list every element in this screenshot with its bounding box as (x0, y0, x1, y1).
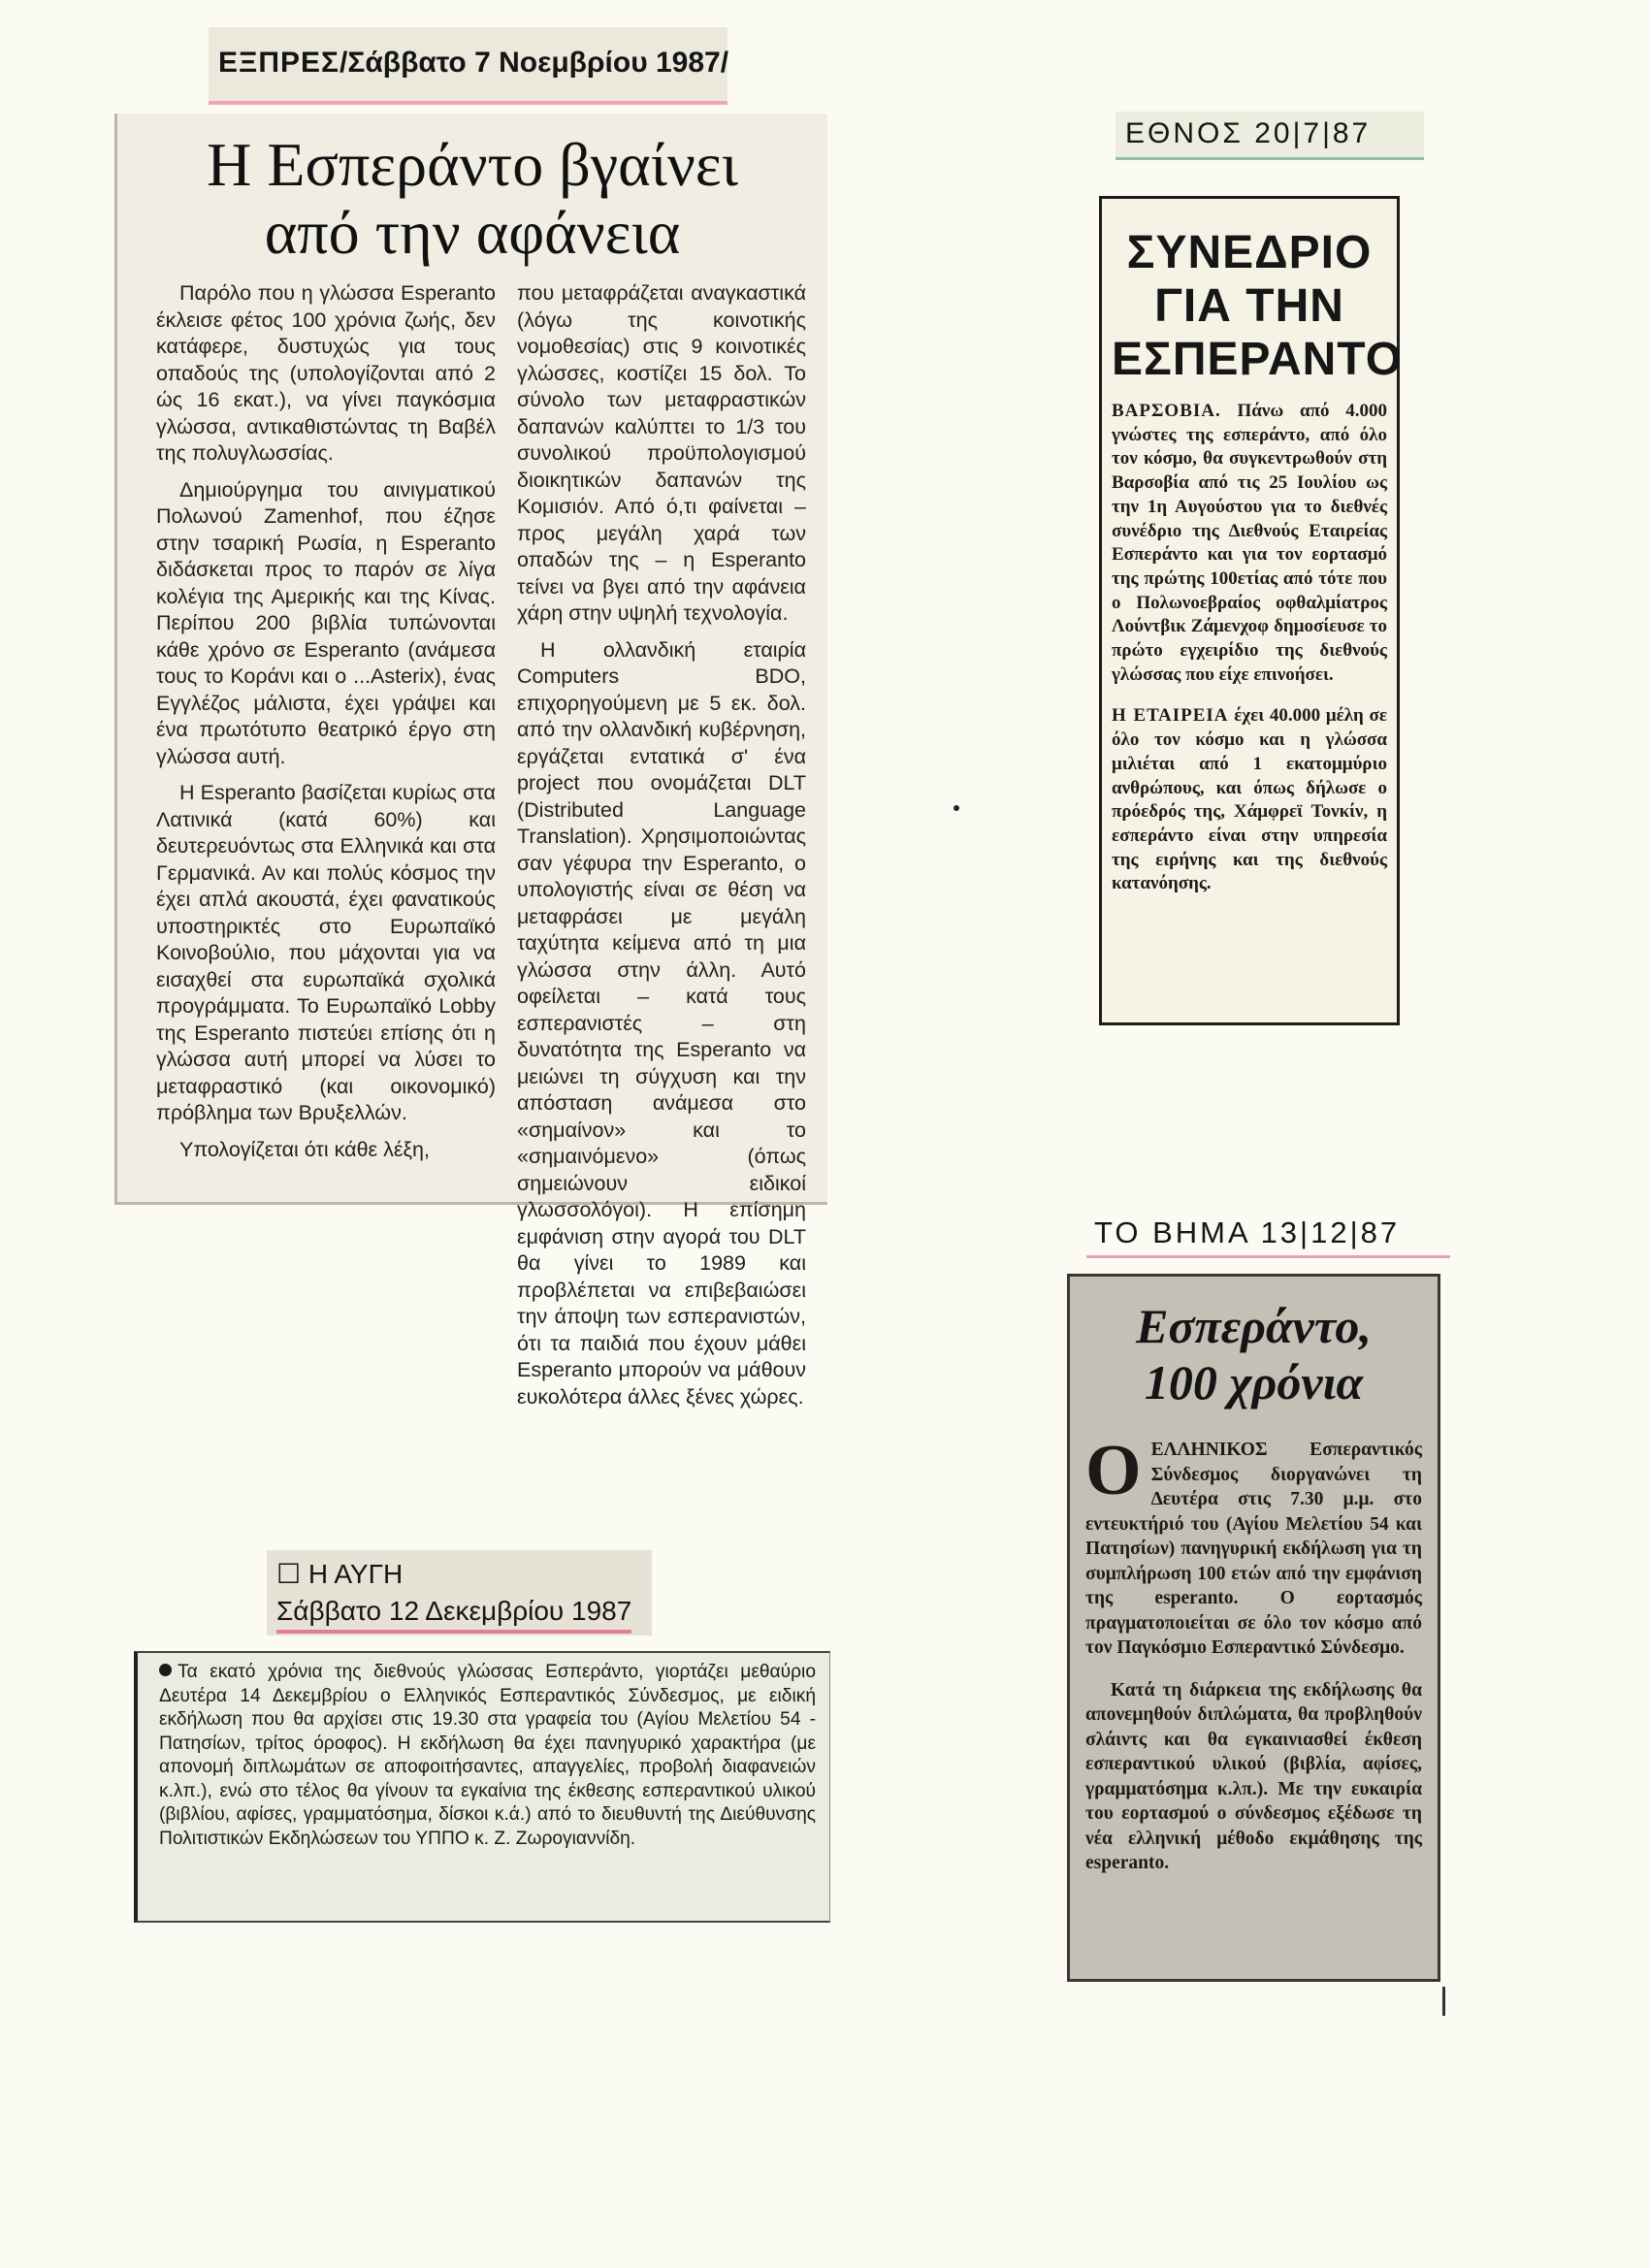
avgi-date: Σάββατο 12 Δεκεμβρίου 1987 (276, 1593, 631, 1634)
vima-paragraph: Κατά τη διάρκεια της εκδήλωσης θα απονεμηθούν διπλώματα, θα προβληθούν σλάιντς και θα εγκαινιασθεί έκθεση εσπεραντικού υλικού (βιβλία, αφίσες, γραμματόσημα κ.λπ.). Με την ευκαιρία του εορτασμού ο σύνδεσμος εξέδωσε τη νέα ελληνική μέθοδο εκμάθησης της esperanto. (1085, 1679, 1422, 1873)
express-paragraph: Δημιούργημα του αινιγματικού Πολωνού Zamenhof, που έζησε στην τσαρική Ρωσία, η Esperanto διδάσκεται προς το παρόν σε λίγα κολέγια της Αμερικής και της Κίνας. Περίπου 200 βιβλία τυπώνονται κάθε χρόνο σε Esperanto (ανάμεσα τους το Κοράνι και ο ...Asterix), ένας Εγγλέζος μάλιστα, έχει γράψει και ένα πρωτότυπο θεατρικό έργο στη γλώσσα αυτή. (156, 477, 496, 768)
ethnos-text: έχει 40.000 μέλη σε όλο τον κόσμο και η γλώσσα μιλιέται από 1 εκατομμύριο ανθρώπους, και όπως δήλωσε ο πρόεδρός της, Χάμφρεϊ Τονκίν, η εσπεράντο είναι στην υπηρεσία της ειρήνης και της διεθνούς κατανόησης. (1112, 705, 1387, 894)
express-headline-line2: από την αφάνεια (264, 198, 681, 267)
vima-headline (1085, 1298, 1422, 1410)
ink-dot (954, 805, 959, 811)
express-columns (117, 280, 827, 1420)
avgi-text: Τα εκατό χρόνια της διεθνούς γλώσσας Εσπεράντο, γιορτάζει μεθαύριο Δευτέρα 14 Δεκεμβρίου ο Ελληνικός Εσπεραντικός Σύνδεσμος, με ειδική εκδήλωση που θα αρχίσει στις 19.30 στα γραφεία του (Αγίου Μελετίου 54 - Πατησίων, τρίτος όροφος). Η εκδήλωση θα έχει πανηγυρικό χαρακτήρα (με απονομή διπλωμάτων σε αποφοιτήσαντες, απαγγελίες, προβολή διαφανειών κ.λπ.), ενώ στο τέλος θα γίνουν τα εγκαίνια της έκθεσης εσπεραντικού υλικού (βιβλίου, αφίσες, γραμματόσημα, δίσκοι κ.ά.) από το διευθυντή της Διεύθυνσης Πολιτιστικών Εκδηλώσεων του ΥΠΠΟ κ. Ζ. Ζωρογιαννίδη. (159, 1662, 816, 1849)
vima-text: ΕΛΛΗΝΙΚΟΣ Εσπεραντικός Σύνδεσμος διοργανώνει τη Δευτέρα στις 7.30 μ.μ. στο εντευκτήριό του (Αγίου Μελετίου 54 και Πατησίων) πανηγυρική εκδήλωση για τη συμπλήρωση 100 ετών από την εμφάνιση της esperanto. Ο εορτασμός πραγματοποιείται σε όλο τον κόσμο από τον Παγκόσμιο Εσπεραντικό Σύνδεσμο. (1085, 1440, 1422, 1658)
vima-headline-line1: Εσπεράντο, (1136, 1299, 1372, 1353)
express-paragraph: Η ολλανδική εταιρία Computers BDO, επιχορηγούμενη με 5 εκ. δολ. από την ολλανδική κυβέρνηση, εργάζεται εντατικά σ' ένα project που ονομάζεται DLT (Distributed Language Translation). Χρησιμοποιώντας σαν γέφυρα την Esperanto, ο υπολογιστής είναι σε θέση να μεταφράσει με μεγάλη ταχύτητα κείμενα από τη μια γλώσσα στην άλλη. Αυτό οφείλεται – κατά τους εσπερανιστές – στη δυνατότητα της Esperanto να μειώνει τη σύγχυση και την απόσταση ανάμεσα στο «σημαίνον» και το «σημαινόμενο» (όπως σημειώνουν ειδικοί γλωσσολόγοι). Η επίσημη εμφάνιση στην αγορά του DLT θα γίνει το 1989 και προβλέπεται να επιβεβαιώσει την άποψη των εσπερανιστών, ότι τα παιδιά που έχουν μάθει Esperanto μπορούν να μάθουν ευκολότερα άλλες ξένες χώρες. (517, 637, 806, 1409)
express-article-clipping (114, 113, 827, 1409)
express-headline (117, 131, 827, 267)
ethnos-lead: Η ΕΤΑΙΡΕΙΑ (1112, 705, 1229, 727)
express-column-left (156, 280, 496, 1420)
express-column-right (517, 280, 806, 1420)
express-date-label (209, 27, 728, 105)
bullet-icon (159, 1664, 172, 1676)
vima-paragraph (1085, 1431, 1422, 1661)
ethnos-date-label: ΕΘΝΟΣ 20|7|87 (1116, 112, 1424, 160)
ethnos-article-clipping (1099, 196, 1404, 1025)
vima-article-clipping (1067, 1274, 1440, 1982)
ethnos-text: Πάνω από 4.000 γνώστες της εσπεράντο, από όλο τον κόσμο, θα συγκεντρωθούν στη Βαρσοβία από τις 25 Ιουλίου ως την 1η Αυγούστου για το διεθνές συνέδριο της Διεθνούς Εταιρείας Εσπεράντο και για τον εορτασμό της πρώτης 100ετίας από τότε που ο Πολωνοεβραίος οφθαλμίατρος Λούντβικ Ζάμενχοφ δημοσίευσε το πρώτο εγχειρίδιο της διεθνούς γλώσσας που είχε επινοήσει. (1112, 401, 1388, 685)
vima-body (1085, 1431, 1422, 1876)
express-paragraph: Η Esperanto βασίζεται κυρίως στα Λατινικά (κατά 60%) και δευτερευόντως στα Ελληνικά και στα Γερμανικά. Αν και πολύς κόσμος την έχει απλά ακουστά, έχει φανατικούς υποστηρικτές στο Ευρωπαϊκό Κοινοβούλιο, που μάχονται για να εισαχθεί στα ευρωπαϊκά σχολικά προγράμματα. Το Ευρωπαϊκό Lobby της Esperanto πιστεύει επίσης ότι η γλώσσα αυτή μπορεί να λύσει το μεταφραστικό (και οικονομικό) πρόβλημα των Βρυξελλών. (156, 781, 496, 1124)
ethnos-headline (1112, 226, 1404, 386)
express-masthead: ΕΞΠΡΕΣ (218, 47, 340, 79)
ethnos-paragraph (1112, 704, 1387, 896)
vima-dropcap: Ο (1085, 1431, 1142, 1510)
avgi-date-label (267, 1550, 652, 1636)
ethnos-paragraph (1112, 400, 1387, 687)
avgi-masthead: ☐ Η ΑΥΓΗ (276, 1559, 404, 1589)
ethnos-headline-line3: ΕΣΠΕΡΑΝΤΟ (1112, 334, 1404, 385)
express-paragraph: Παρόλο που η γλώσσα Esperanto έκλεισε φέτος 100 χρόνια ζωής, δεν κατάφερε, δυστυχώς για τους οπαδούς της (υπολογίζονται από 2 ώς 16 εκατ.), να γίνει παγκόσμια γλώσσα, αντικαθιστώντας τη Βαβέλ της πολυγλωσσίας. (156, 281, 496, 465)
avgi-article-clipping (134, 1651, 830, 1923)
express-headline-line1: Η Εσπεράντο βγαίνει (207, 130, 738, 199)
ethnos-headline-line2: ΓΙΑ ΤΗΝ (1154, 280, 1344, 332)
vima-date-label: ΤΟ ΒΗΜΑ 13|12|87 (1086, 1210, 1450, 1258)
express-paragraph: που μεταφράζεται αναγκαστικά (λόγω της κοινοτικής νομοθεσίας) στις 9 κοινοτικές γλώσσες, κοστίζει 15 δολ. Το σύνολο των μεταφραστικών δαπανών καλύπτει το 1/3 του συνολικού προϋπολογισμού διοικητικών δαπανών της Κομισιόν. Από ό,τι φαίνεται – προς μεγάλη χαρά των οπαδών της – η Esperanto τείνει να βγει από την αφάνεια χάρη στην υψηλή τεχνολογία. (517, 281, 806, 625)
ethnos-lead: ΒΑΡΣΟΒΙΑ. (1112, 401, 1221, 421)
ethnos-headline-line1: ΣΥΝΕΔΡΙΟ (1126, 227, 1373, 278)
avgi-body (159, 1661, 816, 1851)
edge-mark (1442, 1987, 1445, 2016)
ethnos-body (1112, 400, 1387, 896)
vima-headline-line2: 100 χρόνια (1144, 1355, 1364, 1409)
express-date: /Σάββατο 7 Νοεμβρίου 1987/ (340, 47, 729, 79)
express-paragraph: Υπολογίζεται ότι κάθε λέξη, (179, 1137, 430, 1161)
